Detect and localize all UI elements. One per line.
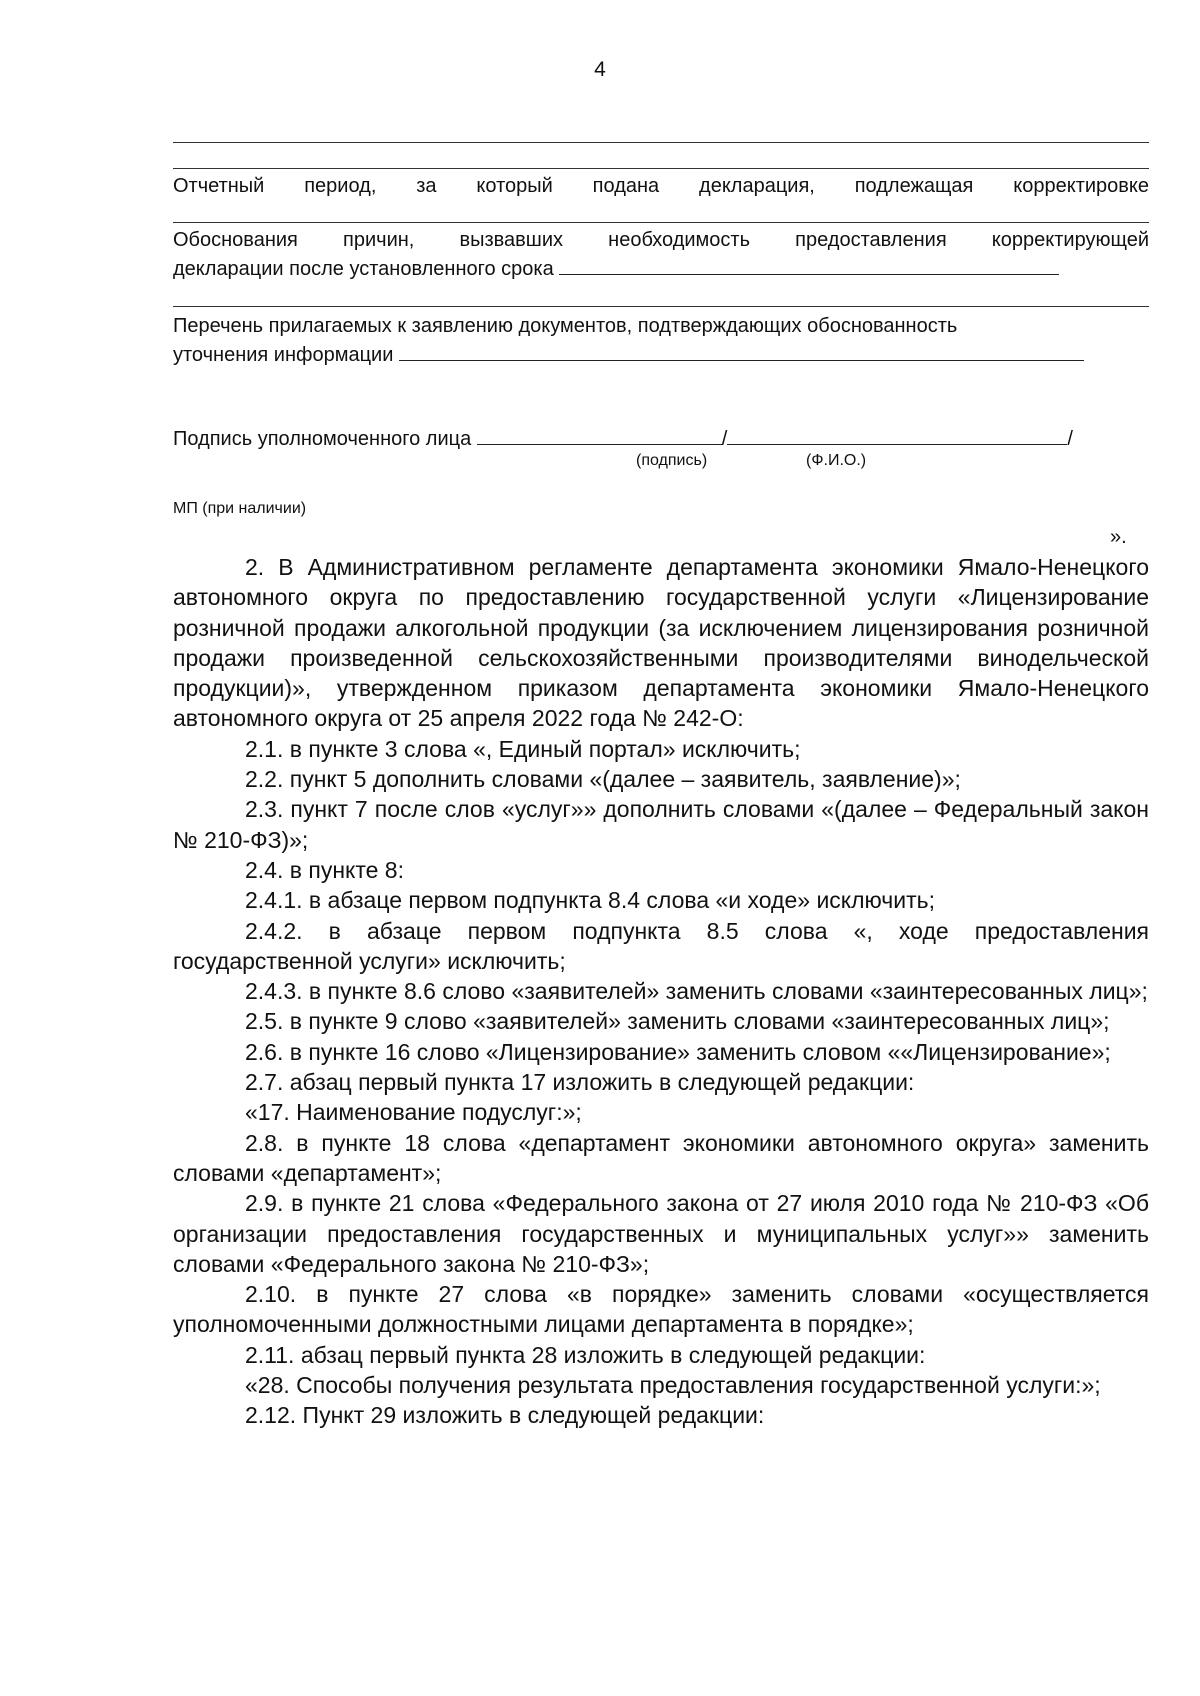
- stamp-label: МП (при наличии): [173, 500, 307, 517]
- docs-fill-line: [399, 340, 1084, 361]
- form-divider: [173, 168, 1149, 169]
- caption-signature: (подпись): [636, 452, 708, 469]
- reasons-line-1: Обоснования причин, вызвавших необходимость предоставления корректирующей: [173, 229, 1149, 251]
- signature-fill-line: [477, 424, 722, 445]
- paragraph-2-4-2: 2.4.2. в абзаце первом подпункта 8.5 слова «, ходе предоставления государственной услуги» исключить;: [173, 917, 1149, 974]
- quote-end: ».: [1110, 526, 1127, 548]
- paragraph-2-12: 2.12. Пункт 29 изложить в следующей редакции:: [245, 1402, 765, 1429]
- paragraph-2-4: 2.4. в пункте 8:: [245, 856, 404, 883]
- slash: /: [721, 428, 728, 450]
- reasons-label: декларации после установленного срока: [173, 258, 554, 280]
- signature-label: Подпись уполномоченного лица: [173, 428, 472, 450]
- paragraph-2-6: 2.6. в пункте 16 слово «Лицензирование» заменить словом ««Лицензирование»;: [245, 1038, 1111, 1065]
- page-number: 4: [594, 58, 606, 81]
- body-text: [173, 552, 1149, 1431]
- form-blank-line: [173, 142, 1149, 143]
- form-divider: [173, 306, 1149, 307]
- paragraph-2-8: 2.8. в пункте 18 слова «департамент экономики автономного округа» заменить словами «департамент»;: [173, 1129, 1149, 1186]
- slash: /: [1067, 428, 1073, 450]
- paragraph-2-2: 2.2. пункт 5 дополнить словами «(далее – заявитель, заявление)»;: [245, 766, 961, 793]
- period-label: Отчетный период, за который подана декларация, подлежащая корректировке: [173, 175, 1149, 197]
- paragraph-2-4-1: 2.4.1. в абзаце первом подпункта 8.4 слова «и ходе» исключить;: [245, 887, 936, 914]
- paragraph-2-3: 2.3. пункт 7 после слов «услуг»» дополнить словами «(далее – Федеральный закон № 210-ФЗ)»;: [173, 796, 1149, 853]
- paragraph-2-1: 2.1. в пункте 3 слова «, Единый портал» исключить;: [245, 735, 801, 762]
- paragraph-2-9: 2.9. в пункте 21 слова «Федерального закона от 27 июля 2010 года № 210-ФЗ «Об организации предоставления государственных и муниципальных услуг»» заменить словами «Федерального закона № 210-ФЗ»;: [173, 1190, 1149, 1277]
- paragraph-2-11: 2.11. абзац первый пункта 28 изложить в следующей редакции:: [245, 1341, 926, 1368]
- paragraph-2: 2. В Административном регламенте департамента экономики Ямало-Ненецкого автономного округа по предоставлению государственной услуги «Лицензирование розничной продажи алкогольной продукции (за исключением лицензирования розничной продажи произведенной сельскохозяйственными производителями винодельческой продукции)», утвержденном приказом департамента экономики Ямало-Ненецкого автономного округа от 25 апреля 2022 года № 242-О:: [173, 554, 1149, 732]
- reasons-fill-line: [559, 254, 1059, 275]
- form-divider: [173, 222, 1149, 223]
- signature-row: [173, 424, 1073, 453]
- paragraph-2-10: 2.10. в пункте 27 слова «в порядке» заменить словами «осуществляется уполномоченными должностными лицами департамента в порядке»;: [173, 1281, 1149, 1338]
- paragraph-28-quote: «28. Способы получения результата предоставления государственной услуги:»;: [245, 1372, 1101, 1399]
- paragraph-2-5: 2.5. в пункте 9 слово «заявителей» заменить словами «заинтересованных лиц»;: [245, 1008, 1110, 1035]
- caption-name: (Ф.И.О.): [806, 452, 867, 469]
- paragraph-2-4-3: 2.4.3. в пункте 8.6 слово «заявителей» заменить словами «заинтересованных лиц»;: [245, 978, 1148, 1005]
- reasons-line-2: [173, 254, 1149, 283]
- name-fill-line: [727, 424, 1067, 445]
- docs-label: уточнения информации: [173, 344, 394, 366]
- paragraph-2-7: 2.7. абзац первый пункта 17 изложить в следующей редакции:: [245, 1069, 915, 1096]
- paragraph-17-quote: «17. Наименование подуслуг:»;: [245, 1099, 582, 1126]
- docs-line-2: [173, 340, 1149, 369]
- docs-line-1: Перечень прилагаемых к заявлению документов, подтверждающих обоснованность: [173, 315, 958, 337]
